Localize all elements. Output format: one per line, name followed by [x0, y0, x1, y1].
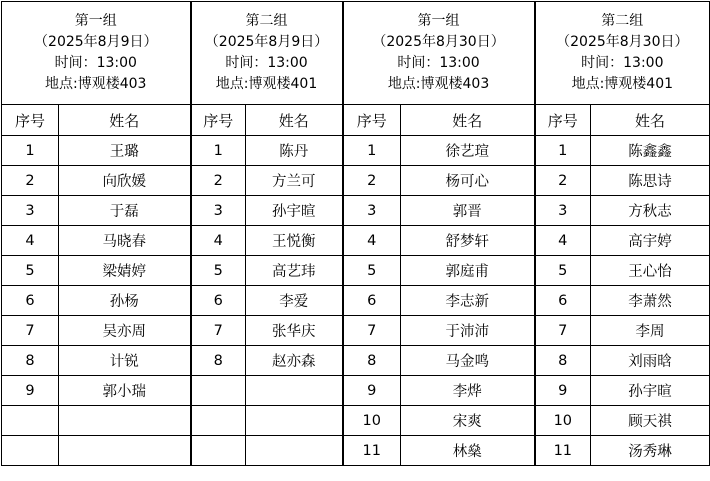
row-index-cell — [191, 376, 246, 406]
row-name-cell: 汤秀琳 — [591, 436, 710, 466]
row-index-cell: 7 — [343, 316, 401, 346]
row-name-cell: 郭晋 — [401, 196, 535, 226]
row-index-cell: 3 — [535, 196, 591, 226]
group-header-row — [2, 2, 710, 105]
row-index-cell: 6 — [343, 286, 401, 316]
table-row — [2, 226, 710, 256]
row-name-cell: 于沛沛 — [401, 316, 535, 346]
group-header-cell — [535, 2, 710, 105]
row-name-cell: 马金鸣 — [401, 346, 535, 376]
group-date: （2025年8月30日） — [556, 34, 689, 50]
column-header-index: 序号 — [191, 105, 246, 136]
row-name-cell: 梁婧婷 — [59, 256, 191, 286]
row-index-cell: 5 — [2, 256, 59, 286]
row-name-cell: 陈思诗 — [591, 166, 710, 196]
row-index-cell: 6 — [191, 286, 246, 316]
column-header-index: 序号 — [343, 105, 401, 136]
row-index-cell: 7 — [2, 316, 59, 346]
row-index-cell: 4 — [535, 226, 591, 256]
table-row — [2, 286, 710, 316]
group-time: 时间：13:00 — [225, 55, 308, 71]
row-index-cell: 10 — [343, 406, 401, 436]
group-header-cell — [2, 2, 191, 105]
row-index-cell — [191, 436, 246, 466]
column-header-name: 姓名 — [401, 105, 535, 136]
group-header-cell — [343, 2, 535, 105]
group-title: 第二组 — [245, 13, 288, 29]
row-index-cell: 2 — [191, 166, 246, 196]
row-index-cell: 5 — [535, 256, 591, 286]
row-name-cell — [59, 406, 191, 436]
schedule-table — [1, 1, 710, 466]
column-header-name: 姓名 — [59, 105, 191, 136]
row-index-cell: 6 — [2, 286, 59, 316]
row-index-cell: 8 — [535, 346, 591, 376]
row-index-cell: 1 — [2, 136, 59, 166]
row-name-cell: 孙宇暄 — [591, 376, 710, 406]
row-index-cell: 3 — [343, 196, 401, 226]
group-title: 第二组 — [601, 13, 644, 29]
row-name-cell: 宋爽 — [401, 406, 535, 436]
row-name-cell — [246, 376, 343, 406]
table-row — [2, 346, 710, 376]
row-name-cell: 王心怡 — [591, 256, 710, 286]
row-name-cell — [59, 436, 191, 466]
row-index-cell: 2 — [2, 166, 59, 196]
row-name-cell: 林燊 — [401, 436, 535, 466]
row-name-cell: 陈鑫鑫 — [591, 136, 710, 166]
row-index-cell: 11 — [343, 436, 401, 466]
row-index-cell: 6 — [535, 286, 591, 316]
group-time: 时间：13:00 — [397, 55, 480, 71]
row-name-cell: 李萧然 — [591, 286, 710, 316]
group-date: （2025年8月30日） — [372, 34, 505, 50]
group-date: （2025年8月9日） — [204, 34, 329, 50]
row-name-cell: 孙杨 — [59, 286, 191, 316]
row-index-cell: 8 — [2, 346, 59, 376]
row-name-cell: 张华庆 — [246, 316, 343, 346]
row-index-cell: 11 — [535, 436, 591, 466]
group-title: 第一组 — [417, 13, 460, 29]
table-row — [2, 376, 710, 406]
table-row — [2, 196, 710, 226]
row-index-cell: 4 — [343, 226, 401, 256]
table-row — [2, 166, 710, 196]
row-index-cell: 1 — [191, 136, 246, 166]
row-name-cell: 徐艺瑄 — [401, 136, 535, 166]
row-name-cell: 方秋志 — [591, 196, 710, 226]
row-index-cell: 9 — [535, 376, 591, 406]
row-index-cell: 5 — [343, 256, 401, 286]
row-index-cell: 3 — [2, 196, 59, 226]
column-header-index: 序号 — [535, 105, 591, 136]
row-index-cell: 5 — [191, 256, 246, 286]
row-index-cell: 2 — [535, 166, 591, 196]
row-name-cell: 顾天祺 — [591, 406, 710, 436]
row-index-cell: 8 — [191, 346, 246, 376]
table-row — [2, 406, 710, 436]
row-name-cell — [246, 436, 343, 466]
row-index-cell: 8 — [343, 346, 401, 376]
group-title: 第一组 — [74, 13, 117, 29]
row-name-cell — [246, 406, 343, 436]
row-name-cell: 高艺玮 — [246, 256, 343, 286]
row-name-cell: 计锐 — [59, 346, 191, 376]
row-index-cell: 4 — [191, 226, 246, 256]
row-name-cell: 方兰可 — [246, 166, 343, 196]
row-name-cell: 杨可心 — [401, 166, 535, 196]
group-header-cell — [191, 2, 343, 105]
row-name-cell: 李志新 — [401, 286, 535, 316]
row-index-cell: 1 — [535, 136, 591, 166]
group-place: 地点:博观楼403 — [45, 76, 147, 92]
row-name-cell: 赵亦森 — [246, 346, 343, 376]
row-name-cell: 王璐 — [59, 136, 191, 166]
row-name-cell: 刘雨晗 — [591, 346, 710, 376]
row-index-cell: 9 — [343, 376, 401, 406]
row-name-cell: 李周 — [591, 316, 710, 346]
row-name-cell: 孙宇暄 — [246, 196, 343, 226]
table-row — [2, 316, 710, 346]
column-header-row — [2, 105, 710, 136]
row-name-cell: 高宇婷 — [591, 226, 710, 256]
row-name-cell: 王悦衡 — [246, 226, 343, 256]
group-place: 地点:博观楼403 — [387, 76, 490, 92]
row-index-cell — [191, 406, 246, 436]
row-name-cell: 于磊 — [59, 196, 191, 226]
table-row — [2, 436, 710, 466]
row-index-cell: 9 — [2, 376, 59, 406]
row-index-cell — [2, 436, 59, 466]
row-index-cell: 7 — [535, 316, 591, 346]
row-index-cell: 4 — [2, 226, 59, 256]
table-row — [2, 136, 710, 166]
row-index-cell: 2 — [343, 166, 401, 196]
row-name-cell: 吴亦周 — [59, 316, 191, 346]
column-header-name: 姓名 — [246, 105, 343, 136]
table-row — [2, 256, 710, 286]
column-header-name: 姓名 — [591, 105, 710, 136]
group-time: 时间：13:00 — [581, 55, 664, 71]
row-index-cell: 7 — [191, 316, 246, 346]
row-name-cell: 郭小瑞 — [59, 376, 191, 406]
column-header-index: 序号 — [2, 105, 59, 136]
row-index-cell: 10 — [535, 406, 591, 436]
row-index-cell: 1 — [343, 136, 401, 166]
group-place: 地点:博观楼401 — [215, 76, 318, 92]
row-name-cell: 向欣媛 — [59, 166, 191, 196]
row-index-cell — [2, 406, 59, 436]
row-name-cell: 陈丹 — [246, 136, 343, 166]
row-name-cell: 马晓春 — [59, 226, 191, 256]
group-date: （2025年8月9日） — [34, 34, 158, 50]
row-index-cell: 3 — [191, 196, 246, 226]
row-name-cell: 李爱 — [246, 286, 343, 316]
group-time: 时间：13:00 — [54, 55, 137, 71]
row-name-cell: 李烨 — [401, 376, 535, 406]
row-name-cell: 郭庭甫 — [401, 256, 535, 286]
row-name-cell: 舒梦轩 — [401, 226, 535, 256]
group-place: 地点:博观楼401 — [571, 76, 674, 92]
